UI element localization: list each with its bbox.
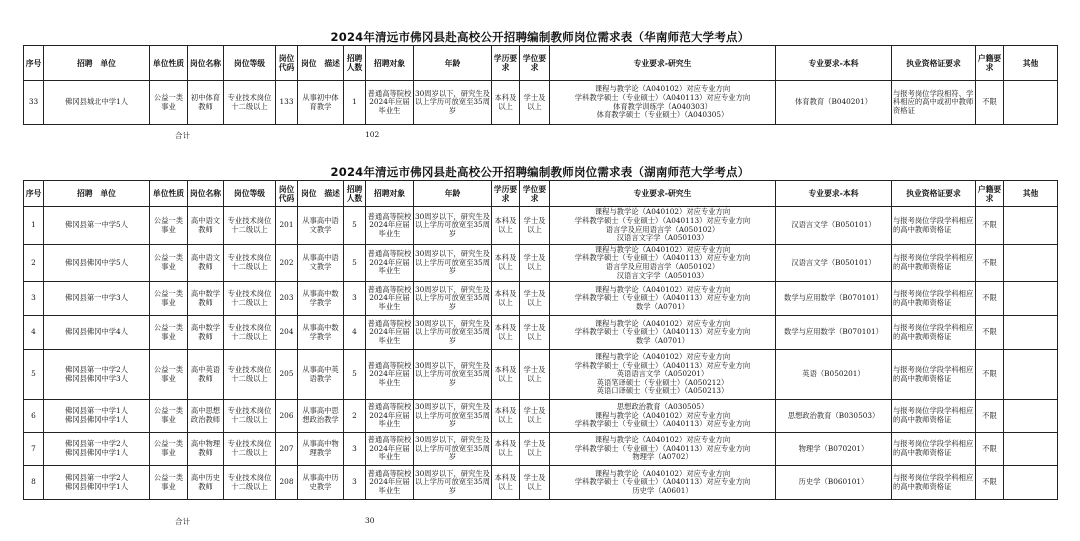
cell-hukou: 不限 — [976, 350, 1004, 400]
cell-grad: 课程与教学论（A040102）对应专业方向 学科教学硕士（专业硕士）（A040113）对应专业方向 数学（A0701） — [550, 316, 776, 350]
cell-cert: 与报考岗位学段学科相应的高中教师资格证 — [892, 433, 976, 466]
cell-post: 高中思想政治教师 — [188, 400, 224, 433]
cell-cert: 与报考岗位学段学科相应的高中教师资格证 — [892, 400, 976, 433]
header-no: 序号 — [24, 181, 44, 207]
cell-count: 3 — [344, 466, 366, 500]
header-edu: 学历要求 — [492, 181, 520, 207]
cell-unit: 佛冈县第一中学2人 佛冈县佛冈中学1人 — [44, 433, 150, 466]
cell-grade: 专业技术岗位十二级以上 — [224, 207, 276, 245]
cell-cert: 与报考岗位学段学科相应的高中教师资格证 — [892, 466, 976, 500]
cell-count: 3 — [344, 282, 366, 316]
cell-other — [1004, 433, 1058, 466]
cell-undergrad: 数学与应用数学（B070101） — [776, 282, 892, 316]
header-other: 其他 — [1004, 46, 1058, 81]
header-desc: 岗位 描述 — [298, 46, 344, 81]
cell-edu: 本科及以上 — [492, 207, 520, 245]
cell-grade: 专业技术岗位十二级以上 — [224, 400, 276, 433]
header-post: 岗位名称 — [188, 181, 224, 207]
cell-cert: 与报考岗位学段学科相应的高中教师资格证 — [892, 207, 976, 245]
cell-age: 30周岁以下，研究生及以上学历可放宽至35周岁 — [414, 466, 492, 500]
cell-undergrad: 汉语言文学（B050101） — [776, 245, 892, 282]
cell-undergrad: 体育教育（B040201） — [776, 81, 892, 125]
cell-undergrad: 物理学（B070201） — [776, 433, 892, 466]
header-target: 招聘对象 — [366, 46, 414, 81]
cell-desc: 从事高中数学教学 — [298, 316, 344, 350]
cell-hukou: 不限 — [976, 81, 1004, 125]
total-value: 30 — [365, 516, 375, 525]
header-cert: 执业资格证要求 — [892, 46, 976, 81]
table-row — [24, 207, 1058, 245]
cell-post: 高中语文教师 — [188, 245, 224, 282]
cell-unit: 佛冈县第一中学5人 — [44, 207, 150, 245]
cell-code: 202 — [276, 245, 298, 282]
header-cert: 执业资格证要求 — [892, 181, 976, 207]
cell-degree: 学士及以上 — [520, 400, 550, 433]
cell-target: 普通高等院校2024年应届毕业生 — [366, 400, 414, 433]
cell-target: 普通高等院校2024年应届毕业生 — [366, 316, 414, 350]
cell-degree: 学士及以上 — [520, 81, 550, 125]
cell-degree: 学士及以上 — [520, 316, 550, 350]
header-grade: 岗位等级 — [224, 181, 276, 207]
cell-edu: 本科及以上 — [492, 282, 520, 316]
cell-grade: 专业技术岗位十二级以上 — [224, 433, 276, 466]
cell-target: 普通高等院校2024年应届毕业生 — [366, 81, 414, 125]
header-nature: 单位性质 — [150, 181, 188, 207]
cell-post: 高中语文教师 — [188, 207, 224, 245]
header-other: 其他 — [1004, 181, 1058, 207]
table-row — [24, 466, 1058, 500]
cell-count: 5 — [344, 350, 366, 400]
cell-grade: 专业技术岗位十二级以上 — [224, 81, 276, 125]
cell-no: 4 — [24, 316, 44, 350]
cell-nature: 公益一类事业 — [150, 282, 188, 316]
cell-edu: 本科及以上 — [492, 316, 520, 350]
header-degree: 学位要求 — [520, 181, 550, 207]
cell-hukou: 不限 — [976, 316, 1004, 350]
header-undergrad: 专业要求-本科 — [776, 181, 892, 207]
header-undergrad: 专业要求-本科 — [776, 46, 892, 81]
cell-nature: 公益一类事业 — [150, 81, 188, 125]
cell-post: 高中英语教师 — [188, 350, 224, 400]
cell-age: 30周岁以下，研究生及以上学历可放宽至35周岁 — [414, 282, 492, 316]
cell-grad: 课程与教学论（A040102）对应专业方向 学科教学硕士（专业硕士）（A040113）对应专业方向 数学（A0701） — [550, 282, 776, 316]
cell-undergrad: 历史学（B060101） — [776, 466, 892, 500]
cell-code: 201 — [276, 207, 298, 245]
cell-age: 30周岁以下，研究生及以上学历可放宽至35周岁 — [414, 245, 492, 282]
cell-desc: 从事高中物理教学 — [298, 433, 344, 466]
header-code: 岗位代码 — [276, 181, 298, 207]
header-unit: 招聘 单位 — [44, 46, 150, 81]
cell-age: 30周岁以下，研究生及以上学历可放宽至35周岁 — [414, 207, 492, 245]
header-row — [24, 181, 1058, 207]
cell-other — [1004, 245, 1058, 282]
cell-nature: 公益一类事业 — [150, 245, 188, 282]
cell-degree: 学士及以上 — [520, 350, 550, 400]
cell-desc: 从事高中语文教学 — [298, 207, 344, 245]
header-hukou: 户籍要求 — [976, 46, 1004, 81]
cell-post: 初中体育教师 — [188, 81, 224, 125]
cell-no: 6 — [24, 400, 44, 433]
header-edu: 学历要求 — [492, 46, 520, 81]
cell-count: 1 — [344, 81, 366, 125]
table-row — [24, 81, 1058, 125]
cell-undergrad: 汉语言文学（B050101） — [776, 207, 892, 245]
cell-no: 7 — [24, 433, 44, 466]
cell-grad: 课程与教学论（A040102）对应专业方向 学科教学硕士（专业硕士）（A040113）对应专业方向 物理学（A0702） — [550, 433, 776, 466]
cell-other — [1004, 282, 1058, 316]
total-label: 合计 — [175, 131, 190, 140]
cell-age: 30周岁以下，研究生及以上学历可放宽至35周岁 — [414, 316, 492, 350]
header-grade: 岗位等级 — [224, 46, 276, 81]
header-hukou: 户籍要求 — [976, 181, 1004, 207]
cell-count: 5 — [344, 245, 366, 282]
cell-desc: 从事高中数学教学 — [298, 282, 344, 316]
cell-nature: 公益一类事业 — [150, 316, 188, 350]
header-degree: 学位要求 — [520, 46, 550, 81]
cell-code: 204 — [276, 316, 298, 350]
cell-no: 8 — [24, 466, 44, 500]
total-value: 102 — [365, 130, 380, 139]
cell-other — [1004, 81, 1058, 125]
cell-other — [1004, 207, 1058, 245]
cell-cert: 与报考岗位学段学科相应的高中教师资格证 — [892, 245, 976, 282]
cell-unit: 佛冈县第一中学2人 佛冈县佛冈中学1人 — [44, 466, 150, 500]
section2-title: 2024年清远市佛冈县赴高校公开招聘编制教师岗位需求表（湖南师范大学考点） — [330, 165, 750, 179]
cell-other — [1004, 466, 1058, 500]
section1-total — [23, 128, 1057, 142]
cell-unit: 佛冈县佛冈中学5人 — [44, 245, 150, 282]
cell-target: 普通高等院校2024年应届毕业生 — [366, 466, 414, 500]
cell-hukou: 不限 — [976, 282, 1004, 316]
cell-grad: 课程与教学论（A040102）对应专业方向 学科教学硕士（专业硕士）（A040113）对应专业方向 体育教学训练学（A040303） 体育教学硕士（专业硕士）（A040305） — [550, 81, 776, 125]
total-label: 合计 — [175, 517, 190, 526]
cell-edu: 本科及以上 — [492, 81, 520, 125]
header-count: 招聘人数 — [344, 181, 366, 207]
cell-no: 3 — [24, 282, 44, 316]
cell-age: 30周岁以下，研究生及以上学历可放宽至35周岁 — [414, 81, 492, 125]
cell-code: 205 — [276, 350, 298, 400]
header-unit: 招聘 单位 — [44, 181, 150, 207]
cell-count: 4 — [344, 316, 366, 350]
cell-grade: 专业技术岗位十二级以上 — [224, 245, 276, 282]
table-row — [24, 316, 1058, 350]
cell-hukou: 不限 — [976, 207, 1004, 245]
cell-nature: 公益一类事业 — [150, 350, 188, 400]
header-code: 岗位代码 — [276, 46, 298, 81]
header-age: 年龄 — [414, 181, 492, 207]
header-no: 序号 — [24, 46, 44, 81]
cell-hukou: 不限 — [976, 400, 1004, 433]
cell-grad: 课程与教学论（A040102）对应专业方向 学科教学硕士（专业硕士）（A040113）对应专业方向 语言学及应用语言学（A050102） 汉语言文字学（A050103） — [550, 245, 776, 282]
cell-degree: 学士及以上 — [520, 466, 550, 500]
table-row — [24, 433, 1058, 466]
cell-no: 5 — [24, 350, 44, 400]
cell-code: 208 — [276, 466, 298, 500]
cell-hukou: 不限 — [976, 433, 1004, 466]
cell-desc: 从事初中体育教学 — [298, 81, 344, 125]
cell-code: 206 — [276, 400, 298, 433]
cell-edu: 本科及以上 — [492, 350, 520, 400]
cell-post: 高中数学教师 — [188, 316, 224, 350]
section1-table — [23, 45, 1058, 125]
cell-degree: 学士及以上 — [520, 245, 550, 282]
cell-edu: 本科及以上 — [492, 466, 520, 500]
cell-no: 2 — [24, 245, 44, 282]
table-row — [24, 245, 1058, 282]
cell-no: 33 — [24, 81, 44, 125]
cell-desc: 从事高中思想政治教学 — [298, 400, 344, 433]
cell-target: 普通高等院校2024年应届毕业生 — [366, 350, 414, 400]
cell-target: 普通高等院校2024年应届毕业生 — [366, 207, 414, 245]
cell-code: 133 — [276, 81, 298, 125]
header-desc: 岗位 描述 — [298, 181, 344, 207]
cell-grad: 课程与教学论（A040102）对应专业方向 学科教学硕士（专业硕士）（A040113）对应专业方向 语言学及应用语言学（A050102） 汉语言文字学（A050103） — [550, 207, 776, 245]
cell-unit: 佛冈县佛冈中学4人 — [44, 316, 150, 350]
cell-unit: 佛冈县第一中学3人 — [44, 282, 150, 316]
cell-grad: 思想政治教育（A030505） 课程与教学论（A040102）对应专业方向 学科教学硕士（专业硕士）（A040113）对应专业方向 — [550, 400, 776, 433]
cell-grad: 课程与教学论（A040102）对应专业方向 学科教学硕士（专业硕士）（A040113）对应专业方向 历史学（A0601） — [550, 466, 776, 500]
cell-age: 30周岁以下，研究生及以上学历可放宽至35周岁 — [414, 433, 492, 466]
table-row — [24, 350, 1058, 400]
cell-degree: 学士及以上 — [520, 433, 550, 466]
cell-other — [1004, 316, 1058, 350]
cell-desc: 从事高中语文教学 — [298, 245, 344, 282]
cell-grad: 课程与教学论（A040102）对应专业方向 学科教学硕士（专业硕士）（A040113）对应专业方向 英语语言文学（A050201） 英语笔译硕士（专业硕士）（A050212） 英语口译硕士（专业硕士）（A050213） — [550, 350, 776, 400]
section2-total — [23, 514, 1057, 528]
header-nature: 单位性质 — [150, 46, 188, 81]
cell-cert: 与报考岗位学段学科相应的高中教师资格证 — [892, 316, 976, 350]
cell-age: 30周岁以下，研究生及以上学历可放宽至35周岁 — [414, 350, 492, 400]
cell-nature: 公益一类事业 — [150, 466, 188, 500]
cell-post: 高中历史教师 — [188, 466, 224, 500]
cell-edu: 本科及以上 — [492, 433, 520, 466]
header-count: 招聘人数 — [344, 46, 366, 81]
cell-other — [1004, 350, 1058, 400]
header-target: 招聘对象 — [366, 181, 414, 207]
cell-degree: 学士及以上 — [520, 207, 550, 245]
cell-grade: 专业技术岗位十二级以上 — [224, 282, 276, 316]
section1-title: 2024年清远市佛冈县赴高校公开招聘编制教师岗位需求表（华南师范大学考点） — [330, 30, 750, 44]
header-age: 年龄 — [414, 46, 492, 81]
cell-grade: 专业技术岗位十二级以上 — [224, 316, 276, 350]
cell-hukou: 不限 — [976, 245, 1004, 282]
cell-edu: 本科及以上 — [492, 400, 520, 433]
cell-cert: 与报考岗位学段学科相应的高中教师资格证 — [892, 350, 976, 400]
section2-table — [23, 180, 1058, 500]
header-row — [24, 46, 1058, 81]
table-row — [24, 400, 1058, 433]
cell-cert: 与报考岗位学段学科相应的高中教师资格证 — [892, 282, 976, 316]
cell-desc: 从事高中英语教学 — [298, 350, 344, 400]
cell-count: 3 — [344, 433, 366, 466]
cell-edu: 本科及以上 — [492, 245, 520, 282]
table-row — [24, 282, 1058, 316]
cell-grade: 专业技术岗位十二级以上 — [224, 350, 276, 400]
cell-undergrad: 数学与应用数学（B070101） — [776, 316, 892, 350]
cell-nature: 公益一类事业 — [150, 433, 188, 466]
cell-count: 2 — [344, 400, 366, 433]
cell-hukou: 不限 — [976, 466, 1004, 500]
cell-post: 高中物理教师 — [188, 433, 224, 466]
cell-grade: 专业技术岗位十二级以上 — [224, 466, 276, 500]
cell-post: 高中数学教师 — [188, 282, 224, 316]
cell-unit: 佛冈县第一中学1人 佛冈县佛冈中学1人 — [44, 400, 150, 433]
cell-code: 203 — [276, 282, 298, 316]
cell-code: 207 — [276, 433, 298, 466]
header-grad: 专业要求-研究生 — [550, 46, 776, 81]
cell-nature: 公益一类事业 — [150, 400, 188, 433]
cell-target: 普通高等院校2024年应届毕业生 — [366, 282, 414, 316]
cell-degree: 学士及以上 — [520, 282, 550, 316]
cell-no: 1 — [24, 207, 44, 245]
header-grad: 专业要求-研究生 — [550, 181, 776, 207]
cell-count: 5 — [344, 207, 366, 245]
cell-undergrad: 思想政治教育（B030503） — [776, 400, 892, 433]
cell-desc: 从事高中历史教学 — [298, 466, 344, 500]
header-post: 岗位名称 — [188, 46, 224, 81]
cell-other — [1004, 400, 1058, 433]
cell-target: 普通高等院校2024年应届毕业生 — [366, 245, 414, 282]
cell-target: 普通高等院校2024年应届毕业生 — [366, 433, 414, 466]
cell-unit: 佛冈县城北中学1人 — [44, 81, 150, 125]
cell-cert: 与报考岗位学段相符、学科相应的高中或初中教师资格证 — [892, 81, 976, 125]
cell-nature: 公益一类事业 — [150, 207, 188, 245]
cell-unit: 佛冈县第一中学2人 佛冈县佛冈中学3人 — [44, 350, 150, 400]
cell-age: 30周岁以下，研究生及以上学历可放宽至35周岁 — [414, 400, 492, 433]
cell-undergrad: 英语（B050201） — [776, 350, 892, 400]
